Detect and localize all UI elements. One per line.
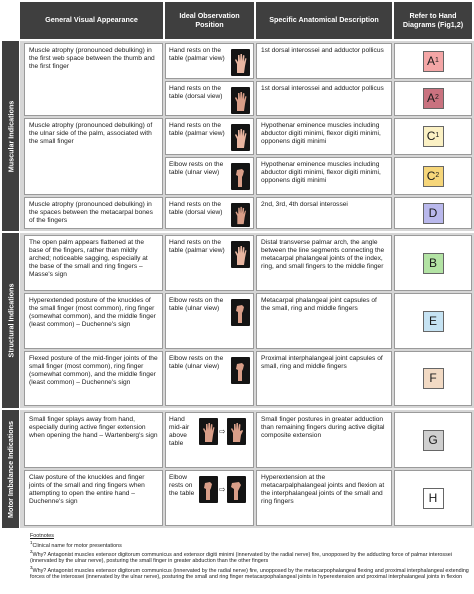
right-arrow-icon: ⇨	[219, 484, 226, 494]
footnotes-label: Footnotes	[30, 533, 54, 539]
diagram-badge-f: F	[423, 368, 444, 389]
row4-anatomical-description: Distal transverse palmar arch, the angle between the line segments connecting the metacarpal phalangeal joints of the index, ring, and small fingers to the middle finger	[256, 235, 392, 291]
row1a-diagram-ref	[394, 43, 472, 79]
row4-observation-position: Hand rests on the table (palmar view)	[165, 235, 254, 291]
hand-palm-photo-icon	[231, 241, 250, 268]
row8-diagram-ref	[394, 470, 472, 526]
section-label-structural: Structural Indications	[2, 233, 19, 408]
footnote-1: $^1$Clinical name for motor presentations	[30, 539, 122, 549]
hand-palm-photo-icon	[231, 49, 250, 76]
row8-visual-appearance: Claw posture of the knuckles and finger joints of the small and ring fingers when attempting to open the entire hand – Duchenne's sign	[24, 470, 163, 526]
row1a-observation-position: Hand rests on the table (palmar view)	[165, 43, 254, 79]
row1a-anatomical-description: 1st dorsal interossei and adductor pollicus	[256, 43, 392, 79]
hand-dorsal-photo-icon	[231, 87, 250, 114]
hand-palm-photo-icon	[231, 124, 250, 151]
row6-visual-appearance: Flexed posture of the mid-finger joints of the small finger (most common), ring finger (somewhat common), and the middle finger (least common) – Duchenne's sign	[24, 351, 163, 406]
diagram-badge-d: D	[423, 203, 444, 224]
right-arrow-icon: ⇨	[219, 426, 226, 436]
row7-visual-appearance: Small finger splays away from hand, especially during active finger extension when opening the hand – Wartenberg's sign	[24, 412, 163, 468]
row2a-observation-position: Hand rests on the table (palmar view)	[165, 118, 254, 155]
row1b-anatomical-description: 1st dorsal interossei and adductor pollicus	[256, 81, 392, 116]
row6-observation-position: Elbow rests on the table (ulnar view)	[165, 351, 254, 406]
row1-visual-appearance: Muscle atrophy (pronounced debulking) in the first web space between the thumb and the first finger	[24, 43, 163, 116]
row1b-diagram-ref	[394, 81, 472, 116]
hand-dorsal-photo-icon	[199, 418, 218, 445]
row2b-diagram-ref	[394, 157, 472, 195]
diagram-badge-a1: A 1	[423, 51, 444, 72]
row1b-observation-position: Hand rests on the table (dorsal view)	[165, 81, 254, 116]
header-specific-anatomical-description: Specific Anatomical Description	[256, 2, 392, 39]
hand-ulnar-photo-icon	[231, 163, 250, 190]
footnote-2: $^2$Why? Antagonist muscles extensor digitorum communicus and extensor digiti minimi (innervated by the radial nerve) fire, unopposed by the adducting force of palmar interossei (innervated by the ulnar nerve), posturing the small finger in greater abduction than the other fingers	[30, 548, 452, 565]
header-ideal-observation-position: Ideal Observation Position	[165, 2, 254, 39]
row6-diagram-ref	[394, 351, 472, 406]
row2a-anatomical-description: Hypothenar eminence muscles including abductor digiti minimi, flexor digiti minimi, opponens digiti minimi	[256, 118, 392, 155]
hand-ulnar-photo-icon	[231, 357, 250, 384]
hand-dorsal-photo-icon	[231, 203, 250, 227]
row2a-diagram-ref	[394, 118, 472, 155]
diagram-badge-c2: C 2	[423, 166, 444, 187]
row5-diagram-ref	[394, 293, 472, 349]
row8-anatomical-description: Hyperextension at the metacarpalphalangeal joints and flexion at the interphalangeal joints of the small and ring fingers	[256, 470, 392, 526]
hand-ulnar-photo-icon	[231, 299, 250, 326]
section-label-motor: Motor Imbalance Indications	[2, 410, 19, 528]
row3-observation-position: Hand rests on the table (dorsal view)	[165, 197, 254, 229]
footnotes	[30, 533, 472, 581]
row7-anatomical-description: Small finger postures in greater adduction than remaining fingers during active digital composite extension	[256, 412, 392, 468]
row2-visual-appearance: Muscle atrophy (pronounced debulking) of the ulnar side of the palm, associated with the small finger	[24, 118, 163, 195]
diagram-badge-a2: A 2	[423, 88, 444, 109]
row3-visual-appearance: Muscle atrophy (pronounced debulking) in the spaces between the metacarpal bones of the fingers	[24, 197, 163, 229]
row3-anatomical-description: 2nd, 3rd, 4th dorsal interossei	[256, 197, 392, 229]
hand-ulnar-photo-icon	[199, 476, 218, 503]
diagram-badge-c1: C 1	[423, 126, 444, 147]
row5-anatomical-description: Metacarpal phalangeal joint capsules of the small, ring and middle fingers	[256, 293, 392, 349]
row2b-anatomical-description: Hypothenar eminence muscles including abductor digiti minimi, flexor digiti minimi, opponens digiti minimi	[256, 157, 392, 195]
section-label-muscular: Muscular Indications	[2, 41, 19, 231]
diagram-badge-b: B	[423, 253, 444, 274]
diagram-badge-h: H	[423, 488, 444, 509]
row5-observation-position: Elbow rests on the table (ulnar view)	[165, 293, 254, 349]
row6-anatomical-description: Proximal interphalangeal joint capsules of small, ring and middle fingers	[256, 351, 392, 406]
row4-diagram-ref	[394, 235, 472, 291]
row8-observation-position: Elbow rests on the table ⇨	[165, 470, 254, 526]
header-refer-to-hand-diagrams: Refer to Hand Diagrams (Fig1,2)	[394, 2, 472, 39]
diagram-badge-g: G	[423, 430, 444, 451]
row5-visual-appearance: Hyperextended posture of the knuckles of the small finger (most common), ring finger (somewhat common), and the middle finger (least common) – Duchenne's sign	[24, 293, 163, 349]
diagram-badge-e: E	[423, 311, 444, 332]
row3-diagram-ref	[394, 197, 472, 229]
hand-ulnar-photo-icon	[227, 476, 246, 503]
hand-dorsal-photo-icon	[227, 418, 246, 445]
header-general-visual-appearance: General Visual Appearance	[20, 2, 163, 39]
row4-visual-appearance: The open palm appears flattened at the base of the fingers, rather than mildly arched; noticeable sagging, especially at the base of the small and ring fingers – Masse's sign	[24, 235, 163, 291]
row7-diagram-ref	[394, 412, 472, 468]
footnote-3: $^3$Why? Antagonist muscles extensor digitorum communicus (innervated by the radial nerve) fire, unopposed by the metacarpophalangeal flexing and proximal interphalangeal extending forces of the interossei (innervated by the ulnar nerve), posturing the small and ring finger metacarpophalangeal joints in hyperextension and proximal interphalangeal joints in flexion	[30, 564, 469, 581]
row2b-observation-position: Elbow rests on the table (ulnar view)	[165, 157, 254, 195]
row7-observation-position: Hand mid-air above table ⇨	[165, 412, 254, 468]
